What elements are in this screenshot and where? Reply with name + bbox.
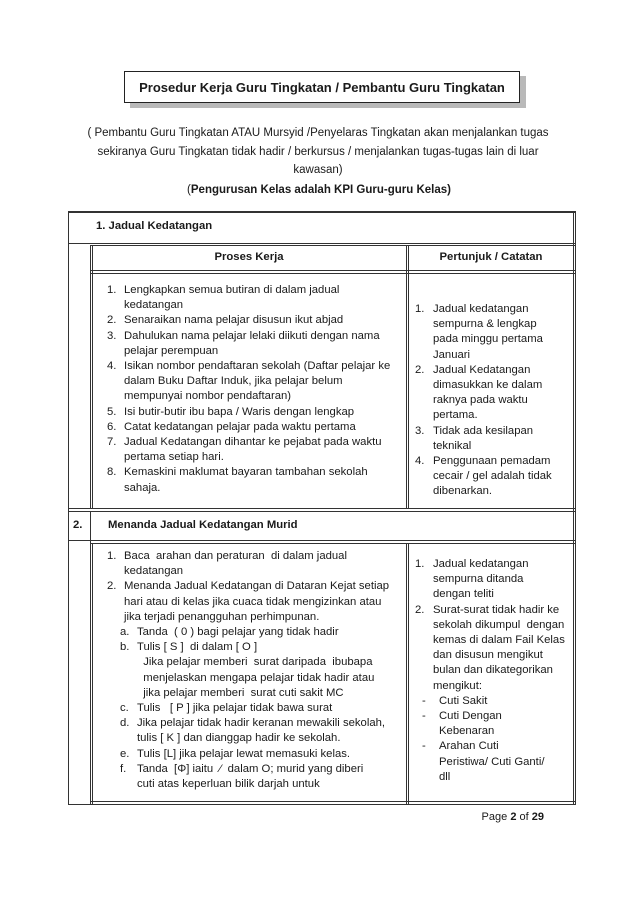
list-item-text: Isi butir-butir ibu bapa / Waris dengan lengkap bbox=[124, 405, 355, 418]
intro-paragraph bbox=[74, 124, 562, 180]
table-line bbox=[90, 273, 575, 274]
list-item-text: cuti atas keperluan bilik darjah untuk bbox=[137, 778, 320, 791]
list-item-text: sahaja. bbox=[124, 481, 161, 494]
list-item-text: Lengkapkan semua butiran di dalam jadual bbox=[124, 284, 340, 296]
list-item-number: 3. bbox=[107, 329, 117, 342]
list-item-text: Tanda ( 0 ) bagi pelajar yang tidak hadir bbox=[137, 626, 339, 639]
table-border-right bbox=[575, 211, 576, 805]
list-item bbox=[415, 709, 565, 739]
list-item-text: cecair / gel adalah tidak bbox=[433, 470, 552, 483]
list-item-number: 5. bbox=[107, 405, 117, 418]
list-item-text: Tidak ada kesilapan bbox=[433, 424, 534, 437]
list-item bbox=[107, 420, 390, 435]
list-item-text: Surat-surat tidak hadir ke bbox=[433, 603, 560, 616]
list-item-text: pelajar perempuan bbox=[124, 344, 219, 357]
list-item-text: dengan teliti bbox=[433, 588, 494, 601]
list-item bbox=[107, 747, 389, 762]
list-item-text: Menanda Jadual Kedatangan di Dataran Kejat setiap bbox=[124, 580, 390, 593]
list-item bbox=[107, 762, 389, 792]
list-item-text: Peristiwa/ Cuti Ganti/ bbox=[439, 755, 545, 768]
list-item-number: 8. bbox=[107, 466, 117, 479]
list-item bbox=[415, 454, 552, 500]
table-line bbox=[90, 270, 575, 271]
list-item bbox=[107, 640, 389, 701]
list-item bbox=[107, 405, 390, 420]
list-item-number: - bbox=[422, 710, 426, 723]
list-item-text: Jadual Kedatangan dihantar ke pejabat pada waktu bbox=[124, 436, 382, 449]
table-line bbox=[90, 245, 91, 508]
list-item-text: teknikal bbox=[433, 439, 472, 452]
list-item bbox=[107, 313, 390, 328]
list-item-number: 3. bbox=[415, 424, 425, 437]
list-item-number: 4. bbox=[415, 455, 425, 468]
list-item-number: 1. bbox=[415, 558, 425, 570]
list-item-number: 4. bbox=[107, 360, 117, 373]
table-border-top bbox=[68, 211, 575, 213]
list-item-text: dibenarkan. bbox=[433, 485, 493, 498]
table-line bbox=[90, 511, 91, 805]
table-border-bottom bbox=[68, 804, 575, 805]
list-item bbox=[107, 359, 390, 405]
page-title: Prosedur Kerja Guru Tingkatan / Pembantu Guru Tingkatan bbox=[124, 71, 520, 103]
list-item-number: - bbox=[422, 694, 426, 707]
table-line bbox=[92, 543, 93, 804]
list-item-number: 1. bbox=[415, 303, 425, 315]
list-item-text: menjelaskan mengapa pelajar tidak hadir atau bbox=[137, 671, 375, 684]
list-item-text: Cuti Dengan bbox=[439, 710, 502, 723]
list-item-text: sempurna & lengkap bbox=[433, 318, 537, 331]
section2-proses-list bbox=[107, 549, 389, 792]
list-item bbox=[415, 424, 552, 454]
list-item bbox=[415, 302, 552, 363]
table-line bbox=[406, 543, 407, 804]
list-item-text: Tulis [L] jika pelajar lewat memasuki kelas. bbox=[137, 747, 351, 760]
list-item bbox=[415, 739, 565, 785]
section-heading: 1. Jadual Kedatangan bbox=[96, 220, 213, 232]
column-header-pertunjuk: Pertunjuk / Catatan bbox=[439, 251, 543, 263]
table-line bbox=[90, 245, 575, 246]
list-item bbox=[107, 329, 390, 359]
list-item-text: Penggunaan pemadam bbox=[433, 455, 551, 468]
table-border-left bbox=[68, 211, 69, 805]
list-item-text: kedatangan bbox=[124, 565, 184, 578]
list-item-number: 2. bbox=[415, 363, 425, 376]
list-item-text: Cuti Sakit bbox=[439, 694, 488, 707]
table-line bbox=[90, 543, 575, 544]
list-item-text: Jadual kedatangan bbox=[433, 303, 529, 315]
list-item-text: Kebenaran bbox=[439, 725, 495, 738]
page-number: Page 2 of 29 bbox=[481, 811, 544, 823]
list-item-text: Januari bbox=[433, 348, 471, 361]
table-line bbox=[92, 245, 93, 508]
table-line bbox=[68, 511, 575, 512]
section-number: 2. bbox=[73, 519, 83, 531]
list-item bbox=[415, 603, 565, 694]
list-item-text: sekolah dikumpul dengan bbox=[433, 618, 565, 631]
list-item-text: bulan dan dikategorikan bbox=[433, 664, 553, 677]
list-item-text: Jika pelajar tidak hadir keranan mewakili sekolah, bbox=[137, 717, 386, 730]
table-line bbox=[68, 540, 575, 541]
column-header-proses: Proses Kerja bbox=[214, 251, 284, 263]
list-item-text: Senaraikan nama pelajar disusun ikut abjad bbox=[124, 314, 344, 327]
list-item-number: d. bbox=[120, 717, 130, 730]
list-item bbox=[107, 435, 390, 465]
table-line bbox=[90, 801, 575, 802]
section-heading: Menanda Jadual Kedatangan Murid bbox=[108, 519, 298, 531]
list-item-text: jika pelajar memberi surat cuti sakit MC bbox=[137, 686, 344, 699]
list-item-text: pertama setiap hari. bbox=[124, 451, 224, 464]
list-item-text: Tulis [ P ] jika pelajar tidak bawa surat bbox=[137, 702, 333, 715]
list-item-text: Baca arahan dan peraturan di dalam jadual bbox=[124, 550, 347, 562]
list-item-text: Arahan Cuti bbox=[439, 740, 499, 753]
intro-line: ( Pembantu Guru Tingkatan ATAU Mursyid /Penyelaras Tingkatan akan menjalankan tugas bbox=[87, 127, 549, 139]
list-item-number: f. bbox=[120, 762, 127, 775]
list-item-number: b. bbox=[120, 641, 130, 654]
list-item-text: mengikut: bbox=[433, 679, 482, 692]
list-item-text: jika terjadi penangguhan perhimpunan. bbox=[124, 610, 320, 623]
list-item-text: Jadual kedatangan bbox=[433, 558, 529, 570]
list-item-text: pada minggu pertama bbox=[433, 333, 543, 346]
table-line bbox=[406, 245, 407, 508]
list-item-number: 2. bbox=[107, 314, 117, 327]
intro-line: kawasan) bbox=[293, 164, 343, 176]
list-item-text: kedatangan bbox=[124, 299, 184, 312]
list-item-text: Tanda [Φ] iaitu ⁄ dalam O; murid yang diberi bbox=[137, 762, 364, 775]
list-item bbox=[107, 716, 389, 746]
list-item bbox=[415, 363, 552, 424]
list-item-text: Tulis [ S ] di dalam [ O ] bbox=[137, 641, 258, 654]
list-item-number: 1. bbox=[107, 550, 117, 562]
list-item-number: 7. bbox=[107, 436, 117, 449]
list-item-text: Jadual Kedatangan bbox=[433, 363, 531, 376]
list-item-number: c. bbox=[120, 702, 129, 715]
list-item bbox=[415, 557, 565, 603]
list-item-text: pertama. bbox=[433, 409, 478, 422]
list-item-number: - bbox=[422, 740, 426, 753]
list-item-text: Dahulukan nama pelajar lelaki diikuti dengan nama bbox=[124, 329, 380, 342]
intro-line: sekiranya Guru Tingkatan tidak hadir / berkursus / menjalankan tugas-tugas lain di luar bbox=[97, 145, 539, 158]
list-item-text: sempurna ditanda bbox=[433, 573, 524, 586]
list-item-text: dan disusun mengikut bbox=[433, 649, 543, 662]
list-item bbox=[107, 701, 389, 716]
list-item-text: dll bbox=[439, 770, 451, 783]
list-item-text: raknya pada waktu bbox=[433, 394, 528, 407]
list-item-text: Kemaskini maklumat bayaran tambahan sekolah bbox=[124, 466, 368, 479]
list-item-number: a. bbox=[120, 626, 130, 639]
list-item bbox=[107, 283, 390, 313]
table-line bbox=[68, 243, 575, 244]
list-item-number: e. bbox=[120, 747, 130, 760]
list-item-text: hari atau di kelas jika cuaca tidak mengizinkan atau bbox=[124, 595, 382, 608]
list-item bbox=[107, 579, 389, 625]
list-item-text: dimasukkan ke dalam bbox=[433, 379, 543, 392]
list-item bbox=[415, 694, 565, 709]
list-item-number: 2. bbox=[415, 603, 425, 616]
list-item-text: Isikan nombor pendaftaran sekolah (Daftar pelajar ke bbox=[124, 360, 391, 373]
table-line bbox=[408, 543, 409, 804]
list-item-text: Catat kedatangan pelajar pada waktu pertama bbox=[124, 420, 356, 433]
list-item-text: Jika pelajar memberi surat daripada ibubapa bbox=[137, 656, 373, 669]
list-item bbox=[107, 625, 389, 640]
list-item-text: dalam Buku Daftar Induk, jika pelajar belum bbox=[124, 375, 343, 388]
list-item-number: 2. bbox=[107, 580, 117, 593]
subtitle: (Pengurusan Kelas adalah KPI Guru-guru Kelas) bbox=[187, 184, 451, 196]
section1-proses-list bbox=[107, 283, 390, 496]
table-line bbox=[68, 508, 575, 509]
list-item-number: 6. bbox=[107, 420, 117, 433]
table-line bbox=[408, 245, 409, 508]
list-item-text: kemas di dalam Fail Kelas bbox=[433, 634, 565, 647]
section2-catatan-list bbox=[415, 557, 565, 785]
list-item-text: mempunyai nombor pendaftaran) bbox=[124, 390, 292, 403]
table-border-right bbox=[573, 211, 574, 805]
list-item-text: tulis [ K ] dan dianggap hadir ke sekolah. bbox=[137, 732, 341, 745]
list-item-number: 1. bbox=[107, 284, 117, 296]
list-item bbox=[107, 549, 389, 579]
section1-catatan-list bbox=[415, 302, 552, 500]
list-item bbox=[107, 465, 390, 495]
